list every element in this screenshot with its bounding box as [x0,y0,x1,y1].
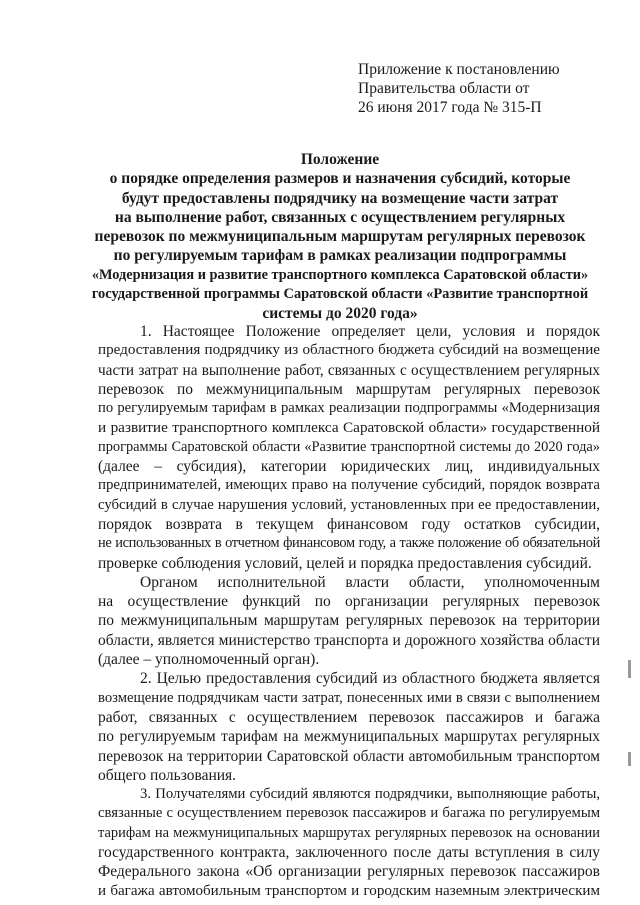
body-line: области, является министерство транспорта и дорожного хозяйства области [98,631,600,649]
body-line: связанные с осуществлением перевозок пассажиров и багажа по регулируемым [98,805,600,822]
appendix-line: Правительства области от [358,80,530,97]
body-line: Федерального закона «Об организации регулярных перевозок пассажиров [98,863,600,881]
body-line: предоставления подрядчику из областного бюджета субсидий на возмещение [98,342,600,359]
body-line: тарифам на межмуниципальных маршрутах регулярных перевозок на основании [98,824,600,841]
body-line: и развитие транспортного комплекса Саратовской области» государственной [98,419,600,437]
body-line: работ, связанных с осуществлением перевозок пассажиров и багажа [98,708,600,726]
body-line: и багажа автомобильным транспортом и городским наземным электрическим [98,882,600,899]
appendix-line: Приложение к постановлению [358,61,560,78]
title-line: Положение [300,151,380,168]
document-title [90,150,590,324]
body-line: предпринимателей, имеющих право на получение субсидий, порядок возврата [98,477,600,494]
title-line: будут предоставлены подрядчику на возмещение части затрат [121,189,559,207]
body-line: проверке соблюдения условий, целей и порядка предоставления субсидий. [98,554,592,572]
body-line: 2. Целью предоставления субсидий из областного бюджета является [140,670,600,688]
body-line: общего пользования. [98,766,237,784]
body-line: части затрат на выполнение работ, связанных с осуществлением регулярных [98,361,600,379]
body-line: (далее – уполномоченный орган). [98,651,320,669]
body-line: (далее – субсидия), категории юридических лиц, индивидуальных [98,458,600,476]
body-line: возмещение подрядчикам части затрат, понесенных ими в связи с выполнением [98,689,600,706]
title-line: «Модернизация и развитие транспортного комплекса Саратовской области» [91,266,589,283]
body-line: на осуществление функций по организации регулярных перевозок [98,593,600,611]
scan-edge-mark [628,660,631,678]
body-line: перевозок по межмуниципальным маршрутам регулярных перевозок [98,380,600,398]
body-line: программы Саратовской области «Развитие транспортной системы до 2020 года» [98,438,600,455]
body-line: по межмуниципальным маршрутам регулярных перевозок на территории [98,612,600,630]
appendix-reference [358,60,618,117]
title-line: по регулируемым тарифам в рамках реализации подпрограммы [113,247,567,265]
title-line: о порядке определения размеров и назначения субсидий, которые [109,170,571,188]
body-line: 1. Настоящее Положение определяет цели, условия и порядок [140,323,600,340]
body-line: перевозок на территории Саратовской области автомобильным транспортом [98,747,600,765]
body-line: государственного контракта, заключенного после даты вступления в силу [98,844,600,862]
appendix-line: 26 июня 2017 года № 315-П [358,99,542,116]
scan-edge-mark [628,752,631,766]
body-line: Органом исполнительной власти области, уполномоченным [140,573,600,591]
document-body [98,322,600,901]
title-line: государственной программы Саратовской области «Развитие транспортной [91,286,589,303]
body-line: порядок возврата в текущем финансовом году остатков субсидии, [98,515,600,533]
title-line: системы до 2020 года» [262,305,418,323]
body-line: по регулируемым тарифам в рамках реализации подпрограммы «Модернизация [98,400,600,417]
body-line: субсидий в случае нарушения условий, установленных при ее предоставлении, [98,496,600,513]
body-line: по регулируемым тарифам на межмуниципальных маршрутах регулярных [98,728,600,746]
title-line: на выполнение работ, связанных с осуществлением регулярных [114,208,566,226]
title-line: перевозок по межмуниципальным маршрутам регулярных перевозок [94,228,586,246]
body-line: не использованных в отчетном финансовом году, а также положение об обязательной [98,535,600,552]
body-line: 3. Получателями субсидий являются подрядчики, выполняющие работы, [140,786,600,803]
